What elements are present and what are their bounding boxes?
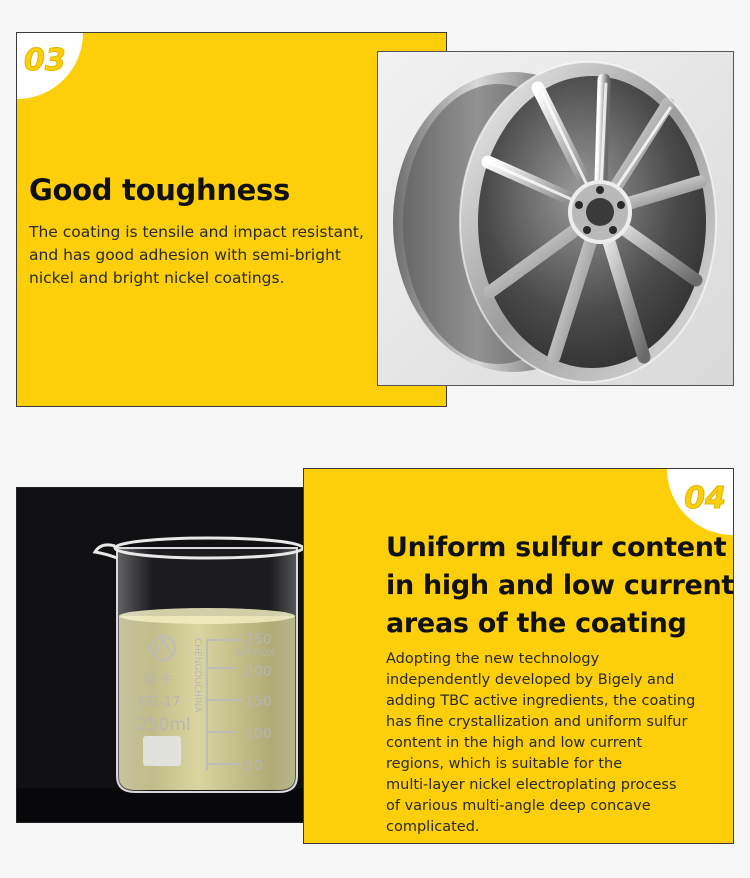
beaker-volume: 250ml (137, 715, 191, 735)
beaker-model: GG-17 (139, 695, 181, 710)
chrome-alloy-wheel-icon (377, 51, 734, 386)
beaker-mark-150: 150 (245, 694, 272, 710)
section-number-badge (667, 469, 733, 535)
beaker-vertical-text: CHENGDUCHINA (192, 638, 202, 713)
feature-description: Adopting the new technology independently developed by Bigely and adding TBC active ingredients, the coating has fine crystallization and uniform sulfur content in the high and low current regions, which is suitable for the multi-layer nickel electroplating process of various multi-angle deep concave complicated. (386, 651, 696, 835)
feature-panel-04 (303, 468, 734, 844)
beaker-mark-250: 250 (245, 632, 272, 648)
section-number: 03 (24, 43, 66, 78)
beaker-mark-100: 100 (245, 726, 272, 742)
section-number: 04 (684, 481, 726, 516)
feature-title: Good toughness (29, 173, 290, 207)
beaker-brand: 蜀 牛 (143, 673, 174, 688)
beaker-mark-50: 50 (245, 758, 263, 774)
feature-description: The coating is tensile and impact resistant, and has good adhesion with semi-bright nickel and bright nickel coatings. (29, 223, 364, 287)
beaker-mark-200: 200 (245, 664, 272, 680)
feature-title: Uniform sulfur content in high and low current areas of the coating (386, 532, 735, 639)
beaker-approx: APPROX (235, 648, 275, 659)
section-number-badge (17, 33, 83, 99)
